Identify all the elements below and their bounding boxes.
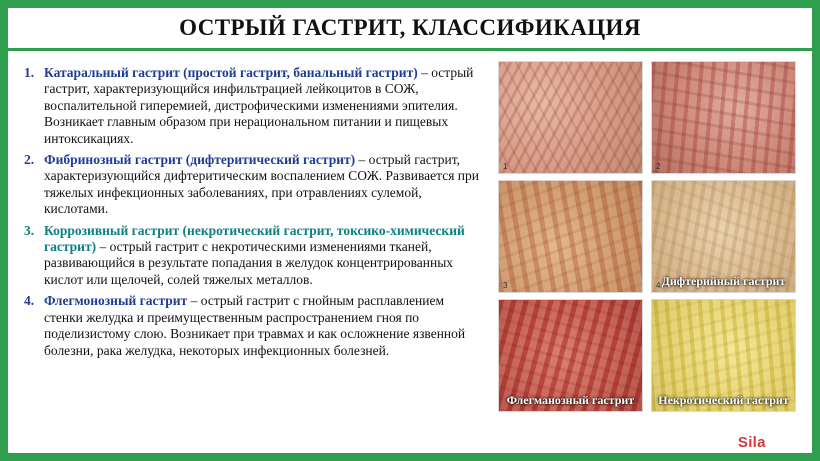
list-item-rest: – острый гастрит с некротическими изменениями тканей, развивающийся в результате попадания в желудок концентрированных кислот или щелочей, солей тяжелых металлов. [44, 239, 454, 287]
list-item-number: 4. [24, 293, 35, 309]
slide-inner [8, 8, 812, 453]
list-item-lead: Фибринозный гастрит (дифтеритический гастрит) [44, 152, 356, 168]
list-item-text [44, 223, 484, 289]
gallery-image-2 [651, 61, 796, 174]
classification-list [8, 51, 494, 453]
gallery-image-3 [498, 180, 643, 293]
slide-content [8, 51, 812, 453]
gallery-image-4 [651, 180, 796, 293]
list-item-number: 2. [24, 152, 35, 168]
list-item [24, 152, 484, 218]
list-item-rest: – острый гастрит, характеризующийся дифтеритическим воспалением СОЖ. Развивается при тяжелых инфекционных заболеваниях, при отравлениях сулемой, кислотами. [44, 152, 479, 217]
watermark-part-3: .com [765, 434, 802, 451]
watermark [707, 434, 802, 451]
list-item-rest: – острый гастрит, характеризующийся инфильтрацией лейкоцитов в СОЖ, воспалительной гиперемией, дистрофическими изменениями эпителия. Возникает главным образом при нерациональном питании и пищевых интоксикациях. [44, 65, 474, 146]
gallery-image-5 [498, 299, 643, 412]
image-index-label: 3 [503, 281, 508, 290]
watermark-part-2: Sila [737, 434, 766, 451]
image-caption: Дифтерийный гастрит [661, 274, 786, 288]
list-item [24, 293, 484, 359]
list-item-rest: – острый гастрит с гнойным расплавлением стенки желудка и преимущественным распространением гноя по поделизистому слою. Возникает при травмах и как осложнение язвенной болезни, рака желудка, некоторых инфекционных болезней. [44, 293, 466, 358]
list-item-text [44, 293, 484, 359]
list-item-number: 3. [24, 222, 35, 238]
list-item-lead: Коррозивный гастрит (некротический гастрит, токсико-химический гастрит) [44, 222, 465, 255]
gallery-image-6 [651, 299, 796, 412]
page-title: ОСТРЫЙ ГАСТРИТ, КЛАССИФИКАЦИЯ [179, 15, 641, 40]
image-gallery [494, 51, 812, 453]
list-item-lead: Катаральный гастрит (простой гастрит, банальный гастрит) [44, 65, 418, 80]
list-item-lead: Флегмонозный гастрит [44, 293, 188, 309]
list-item [24, 223, 484, 289]
list-item [24, 65, 484, 147]
image-caption: Флегманозный гастрит [506, 393, 635, 407]
image-index-label: 2 [656, 162, 661, 171]
list-item-text [44, 152, 484, 218]
gallery-image-1 [498, 61, 643, 174]
slide-title-bar [8, 8, 812, 51]
watermark-part-1: Med [706, 434, 738, 451]
image-index-label: 4 [656, 281, 661, 290]
list-item-number: 1. [24, 65, 35, 80]
image-index-label: 1 [503, 162, 508, 171]
list-item-text [44, 65, 484, 147]
image-caption: Некротический гастрит [658, 393, 789, 407]
